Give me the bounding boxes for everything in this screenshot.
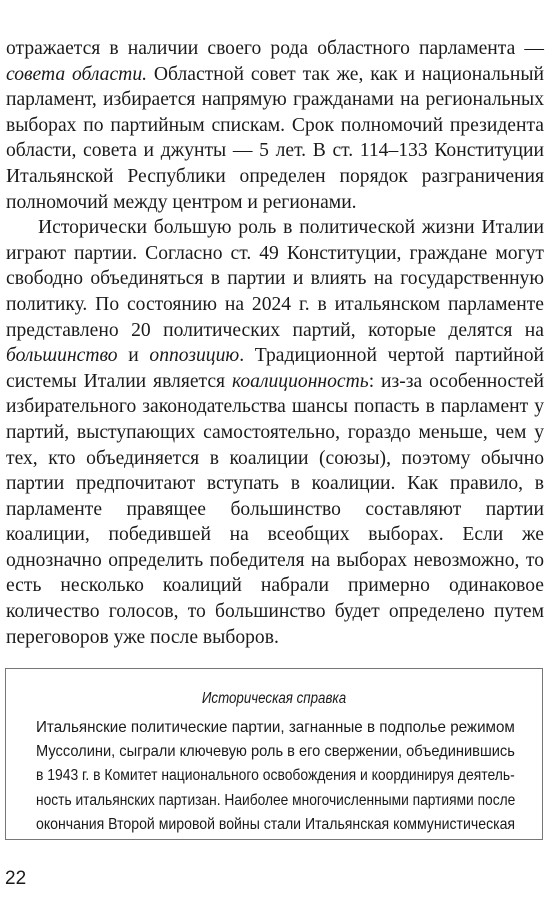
reference-line: Итальянские политические партии, загнанные в подполье режимом xyxy=(36,719,515,736)
paragraph-2-text-1: Исторически большую роль в политической жизни Италии играют партии. Согласно ст. 49 Конституции, граждане могут свободно объединяться в партии и влиять на государственную политику. По состоянию на 2024 г. в итальянском парламенте представлено 20 политических партий, которые делятся на xyxy=(6,217,544,341)
reference-line: Муссолини, сыграли ключевую роль в его свержении, объединившись xyxy=(36,743,515,761)
paragraph-2-text-4: : из-за особенностей избирательного законодательства шансы попасть в парламент у партий, выступающих самостоятельно, гораздо меньше, чем у тех, кто объединяется в коалиции (союзы), поэтому обычно партии предпочитают вступать в коалиции. Как правило, в парламенте правящее большинство составляют партии коалиции, победившей на всеобщих выборах. Если же однозначно определить победителя на выборах невозможно, то есть несколько коалиций набрали примерно одинаковое количество голосов, то большинство будет определено путем переговоров уже после выборов. xyxy=(6,370,544,648)
main-text xyxy=(6,36,544,650)
historical-reference-title: Историческая справка xyxy=(201,690,347,707)
reference-line: окончания Второй мировой войны стали Итальянская коммунистическая xyxy=(36,815,516,833)
paragraph-1 xyxy=(6,36,544,215)
paragraph-2 xyxy=(6,215,544,650)
paragraph-2-text-3: . Традиционной чертой партийной системы Италии является xyxy=(6,345,544,392)
term-coalition: коалиционность xyxy=(231,370,369,392)
reference-line: ность итальянских партизан. Наиболее многочисленными партиями после xyxy=(36,791,516,809)
term-opposition: оппозицию xyxy=(149,345,240,367)
page-number: 22 xyxy=(5,868,27,889)
historical-reference-box xyxy=(5,668,543,840)
term-regional-council: совета области. xyxy=(6,63,148,85)
paragraph-2-text-2: и xyxy=(117,345,150,367)
historical-reference-body xyxy=(36,716,515,837)
reference-line: в 1943 г. в Комитет национального освобождения и координируя деятель- xyxy=(36,767,515,785)
term-majority: большинство xyxy=(6,345,118,367)
paragraph-1-text-1: отражается в наличии своего рода областного парламента — xyxy=(6,38,544,59)
paragraph-1-text-2: Областной совет так же, как и национальный парламент, избирается напрямую гражданами на региональных выборах по партийным спискам. Срок полномочий президента области, совета и джунты — 5 лет. В ст. 114–133 Конституции Итальянской Республики определен порядок разграничения полномочий между центром и регионами. xyxy=(6,63,544,213)
